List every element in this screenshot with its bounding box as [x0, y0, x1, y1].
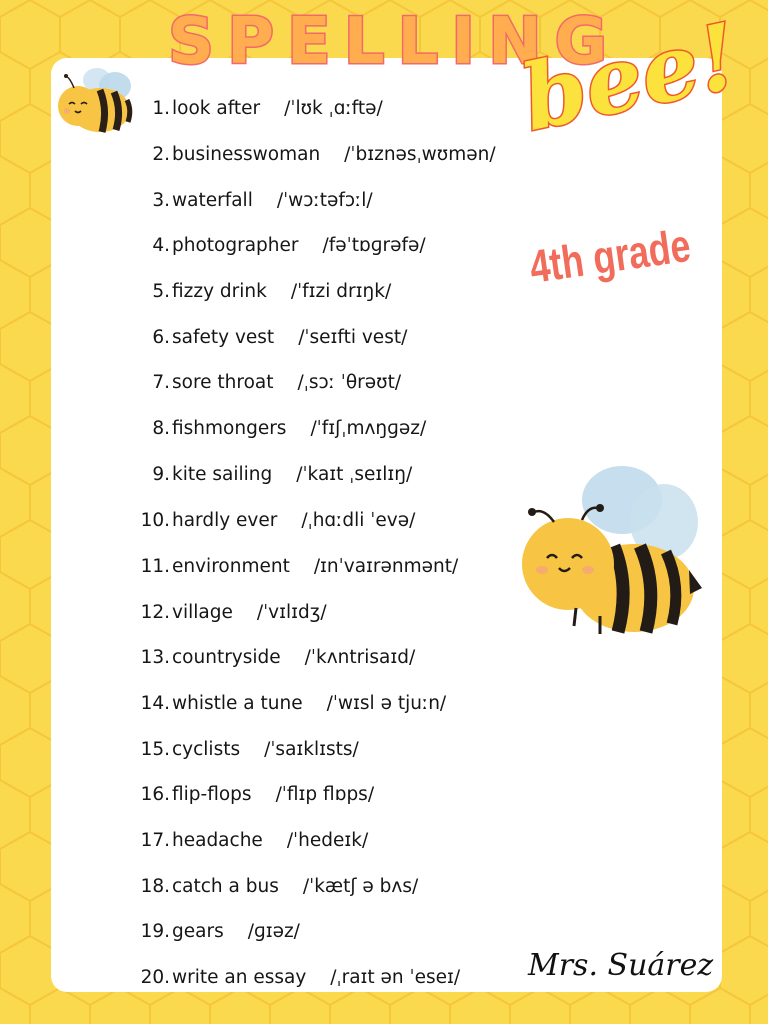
- word-text: write an essay: [172, 966, 307, 988]
- word-pronunciation: /ˈflɪp flɒps/: [275, 783, 375, 805]
- word-pronunciation: /ɡɪəz/: [247, 920, 300, 942]
- word-text: environment: [172, 555, 290, 577]
- word-pronunciation: /ˌsɔː ˈθrəʊt/: [297, 371, 402, 393]
- word-number: 3.: [152, 189, 170, 211]
- word-pronunciation: /fəˈtɒɡrəfə/: [322, 234, 426, 256]
- teacher-signature: Mrs. Suárez: [528, 948, 714, 983]
- word-text: countryside: [172, 646, 281, 668]
- word-text: whistle a tune: [172, 692, 303, 714]
- word-text: kite sailing: [172, 463, 273, 485]
- word-text: sore throat: [172, 371, 274, 393]
- grade-label: 4th grade: [526, 218, 694, 293]
- word-number: 12.: [140, 601, 170, 623]
- word-number: 13.: [140, 646, 170, 668]
- word-row: [0, 185, 560, 215]
- word-number: 11.: [140, 555, 170, 577]
- word-text: flip-flops: [172, 783, 252, 805]
- word-pronunciation: /ˈkætʃ ə bʌs/: [302, 875, 419, 897]
- word-pronunciation: /ˈvɪlɪdʒ/: [256, 601, 327, 623]
- word-text: safety vest: [172, 326, 275, 348]
- page-title: SPELLING: [168, 5, 621, 79]
- word-number: 8.: [152, 417, 170, 439]
- word-number: 16.: [140, 783, 170, 805]
- word-text: cyclists: [172, 738, 241, 760]
- word-row: [0, 367, 560, 397]
- word-row: [0, 505, 560, 535]
- word-row: [0, 230, 560, 260]
- word-text: look after: [172, 97, 261, 119]
- word-row: [0, 139, 560, 169]
- word-row: [0, 688, 560, 718]
- word-number: 10.: [140, 509, 170, 531]
- word-row: [0, 734, 560, 764]
- word-row: [0, 779, 560, 809]
- word-number: 18.: [140, 875, 170, 897]
- word-number: 15.: [140, 738, 170, 760]
- word-row: [0, 962, 560, 992]
- word-row: [0, 871, 560, 901]
- word-number: 6.: [152, 326, 170, 348]
- word-number: 1.: [152, 97, 170, 119]
- word-pronunciation: /ˌhɑːdli ˈevə/: [301, 509, 416, 531]
- word-pronunciation: /ˌraɪt ən ˈeseɪ/: [330, 966, 461, 988]
- word-row: [0, 551, 560, 581]
- word-text: fizzy drink: [172, 280, 267, 302]
- word-pronunciation: /ˈbɪznəsˌwʊmən/: [344, 143, 496, 165]
- word-row: [0, 276, 560, 306]
- word-row: [0, 413, 560, 443]
- word-text: waterfall: [172, 189, 253, 211]
- word-pronunciation: /ˈfɪʃˌmʌŋɡəz/: [310, 417, 427, 439]
- word-text: photographer: [172, 234, 299, 256]
- word-pronunciation: /ˈkaɪt ˌseɪlɪŋ/: [296, 463, 413, 485]
- word-number: 14.: [140, 692, 170, 714]
- word-number: 4.: [152, 234, 170, 256]
- word-text: hardly ever: [172, 509, 278, 531]
- word-text: businesswoman: [172, 143, 321, 165]
- word-row: [0, 916, 560, 946]
- word-number: 5.: [152, 280, 170, 302]
- word-row: [0, 642, 560, 672]
- word-text: village: [172, 601, 233, 623]
- word-row: [0, 597, 560, 627]
- word-number: 9.: [152, 463, 170, 485]
- title-bee-word: bee!: [512, 3, 748, 152]
- word-number: 20.: [140, 966, 170, 988]
- word-pronunciation: /ˈfɪzi drɪŋk/: [290, 280, 392, 302]
- word-pronunciation: /ˈseɪfti vest/: [298, 326, 408, 348]
- word-number: 17.: [140, 829, 170, 851]
- word-row: [0, 322, 560, 352]
- word-number: 7.: [152, 371, 170, 393]
- word-text: headache: [172, 829, 263, 851]
- word-pronunciation: /ˈwɪsl ə tjuːn/: [326, 692, 447, 714]
- word-row: [0, 459, 560, 489]
- word-row: [0, 825, 560, 855]
- word-pronunciation: /ˈhedeɪk/: [286, 829, 369, 851]
- word-pronunciation: /ˈsaɪklɪsts/: [264, 738, 359, 760]
- word-number: 2.: [152, 143, 170, 165]
- word-pronunciation: /ˈlʊk ˌɑːftə/: [284, 97, 383, 119]
- word-number: 19.: [140, 920, 170, 942]
- word-pronunciation: /ɪnˈvaɪrənmənt/: [313, 555, 459, 577]
- word-pronunciation: /ˈwɔːtəfɔːl/: [276, 189, 373, 211]
- word-text: fishmongers: [172, 417, 287, 439]
- word-text: catch a bus: [172, 875, 279, 897]
- word-row: [0, 93, 560, 123]
- word-pronunciation: /ˈkʌntrisaɪd/: [304, 646, 416, 668]
- word-text: gears: [172, 920, 224, 942]
